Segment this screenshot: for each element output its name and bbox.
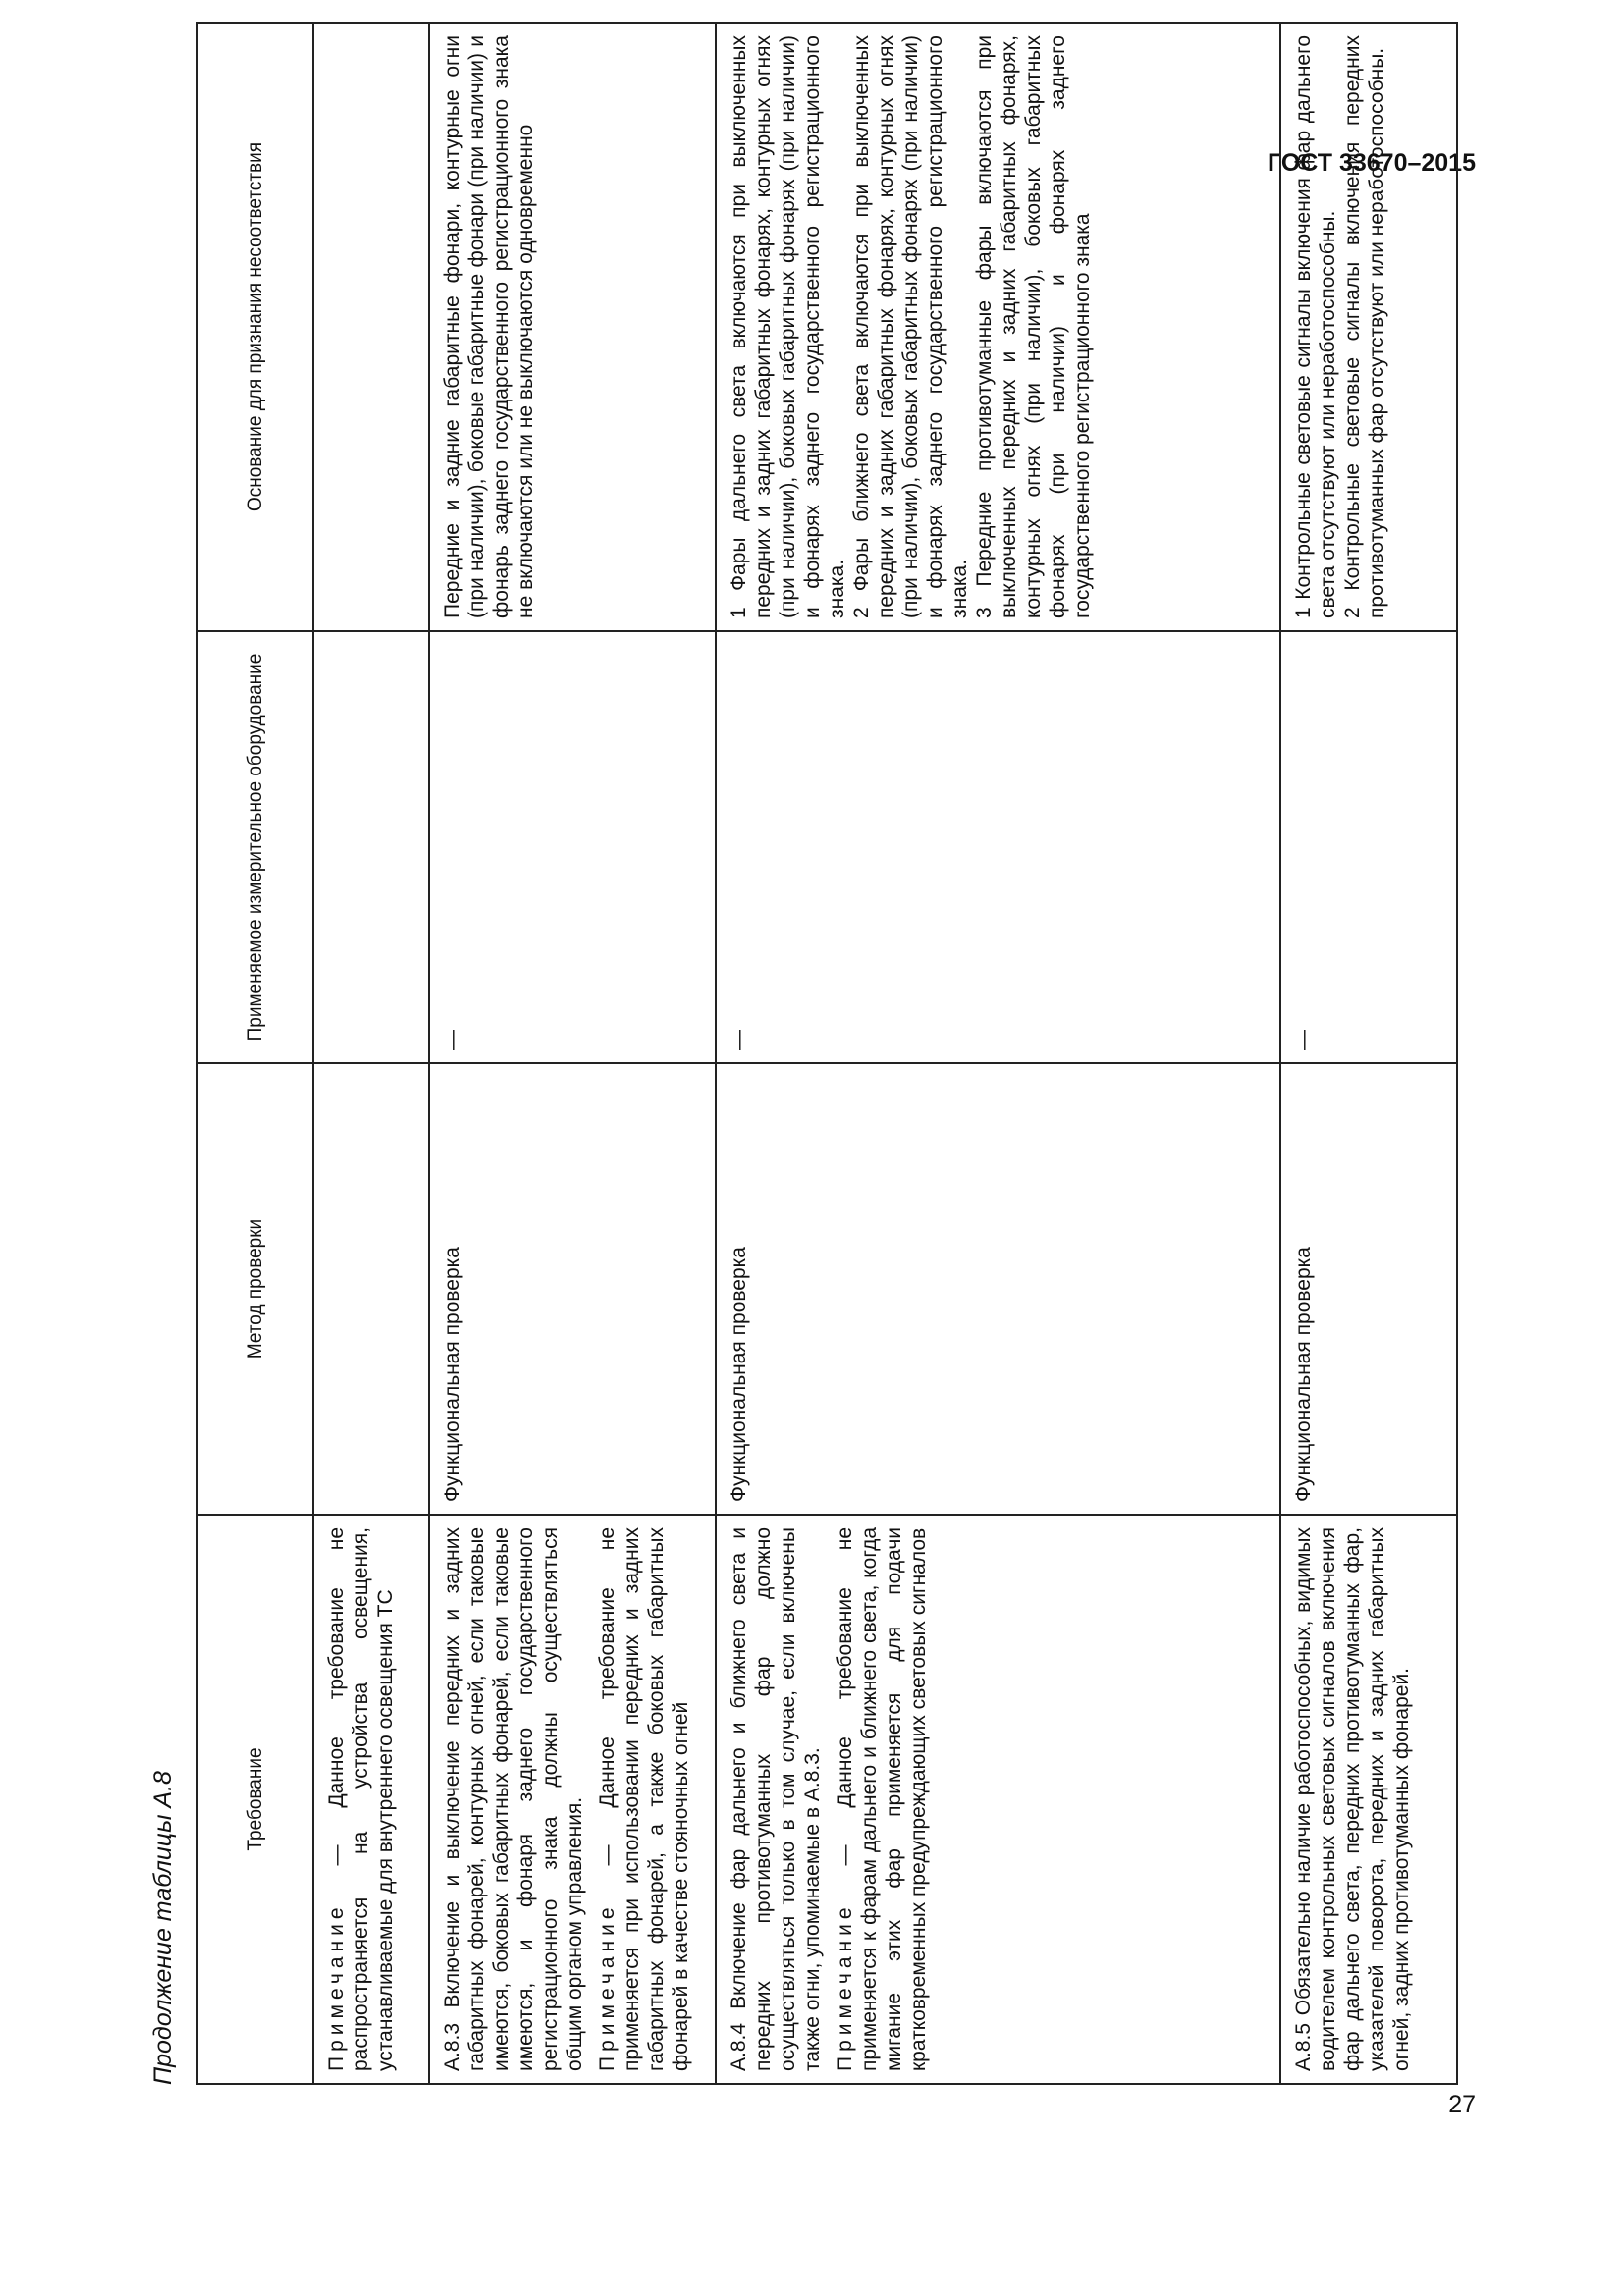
basis-item: 1 Фары дальнего света включаются при выключенных передних и задних габаритных фонарях, контурных огнях (при наличии), боковых габаритных фонарях (при наличии) и фонарях заднего государственного регистрационного знака. [728, 35, 848, 618]
requirements-table [196, 22, 1458, 2085]
table-row [429, 23, 716, 2084]
rotated-table-block [149, 24, 1475, 2085]
requirement-cell [429, 1515, 716, 2084]
requirement-cell [313, 1515, 429, 2084]
note-word: Примечание [596, 1902, 619, 2071]
table-row [716, 23, 1280, 2084]
basis-item: 2 Фары ближнего света включаются при выключенных передних и задних габаритных фонарях, контурных огнях (при наличии), боковых габаритных фонарях (при наличии) и фонарях заднего государственного регистрационного знака. [850, 35, 971, 618]
method-cell: Функциональная проверка [429, 1063, 716, 1515]
basis-cell [716, 23, 1280, 631]
equipment-cell [313, 631, 429, 1063]
requirement-text: А.8.5 Обязательно наличие работоспособных, видимых водителем контрольных световых сигналов включения фар дальнего света, передних противотуманных фар, указателей поворота, передних и задних габаритных огней, задних противотуманных фонарей. [1292, 1527, 1413, 2071]
page-number: 27 [1448, 2091, 1476, 2118]
header-requirement: Требование [197, 1515, 313, 2084]
basis-item: 1 Контрольные световые сигналы включения фар дальнего света отсутствуют или неработоспособны. [1292, 35, 1339, 618]
document-code: ГОСТ 33670–2015 [1268, 149, 1476, 177]
header-method: Метод проверки [197, 1063, 313, 1515]
method-cell: Функциональная проверка [716, 1063, 1280, 1515]
equipment-cell: — [716, 631, 1280, 1063]
basis-cell [313, 23, 429, 631]
header-equipment: Применяемое измерительное оборудование [197, 631, 313, 1063]
note-word: Примечание [325, 1902, 348, 2071]
requirement-note [595, 1527, 693, 2071]
equipment-cell: — [1280, 631, 1457, 1063]
header-basis: Основание для признания несоответствия [197, 23, 313, 631]
method-cell [313, 1063, 429, 1515]
continuation-label: Продолжение таблицы А.8 [149, 1771, 177, 2085]
note-word: Примечание [834, 1902, 856, 2071]
requirement-note [833, 1527, 931, 2071]
requirement-note [324, 1527, 398, 2071]
basis-item: 3 Передние противотуманные фары включаются при выключенных передних и задних габаритных фонарях, контурных огнях (при наличии), боковых габаритных фонарях (при наличии) и фонарях заднего государственного регистрационного знака [973, 35, 1094, 618]
requirement-text: А.8.3 Включение и выключение передних и задних габаритных фонарей, контурных огней, если таковые имеются, боковых габаритных фонарей, если таковые имеются, и фонаря заднего государственного регистрационного знака должны осуществляться общим органом управления. [441, 1527, 586, 2071]
requirement-cell [1280, 1515, 1457, 2084]
equipment-cell: — [429, 631, 716, 1063]
note-text: — Данное требование не распространяется на устройства освещения, устанавливаемые для внутреннего освещения ТС [325, 1527, 397, 2071]
basis-cell: Передние и задние габаритные фонари, контурные огни (при наличии), боковые габаритные фонари (при наличии) и фонарь заднего государственного регистрационного знака не включаются или не выключаются одновременно [429, 23, 716, 631]
table-row [1280, 23, 1457, 2084]
table-row [313, 23, 429, 2084]
table-header-row [197, 23, 313, 2084]
note-text: — Данное требование не применяется при использовании передних и задних габаритных фонарей, а также боковых габаритных фонарей в качестве стояночных огней [596, 1527, 692, 2071]
method-cell: Функциональная проверка [1280, 1063, 1457, 1515]
requirement-text: А.8.4 Включение фар дальнего и ближнего света и передних противотуманных фар должно осуществляться только в том случае, если включены также огни, упоминаемые в А.8.3. [728, 1527, 824, 2071]
note-text: — Данное требование не применяется к фарам дальнего и ближнего света, когда мигание этих фар применяется для подачи кратковременных предупреждающих световых сигналов [834, 1527, 930, 2071]
basis-cell [1280, 23, 1457, 631]
requirement-cell [716, 1515, 1280, 2084]
basis-item: 2 Контрольные световые сигналы включения передних противотуманных фар отсутствуют или неработоспособны. [1341, 35, 1388, 618]
